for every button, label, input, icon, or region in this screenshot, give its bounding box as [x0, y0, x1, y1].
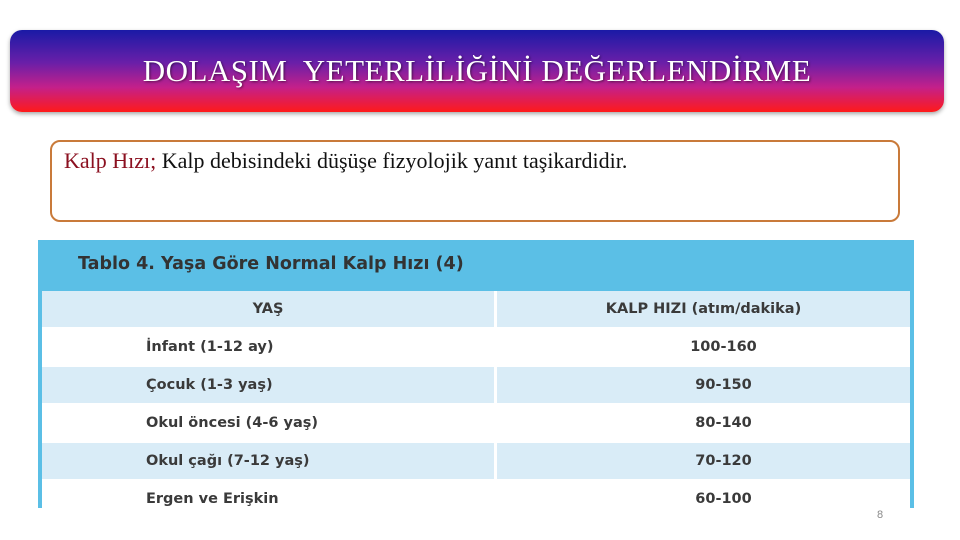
table-caption: Tablo 4. Yaşa Göre Normal Kalp Hızı (4)	[78, 254, 464, 274]
rate-cell: 70-120	[496, 442, 911, 480]
age-cell: Okul çağı (7-12 yaş)	[42, 442, 496, 480]
rate-cell: 100-160	[496, 328, 911, 366]
table-row	[42, 480, 910, 517]
rate-cell: 90-150	[496, 366, 911, 404]
header-heart-rate: KALP HIZI (atım/dakika)	[496, 291, 911, 328]
table-row	[42, 404, 910, 442]
slide-number: 8	[877, 509, 884, 521]
table-row	[42, 442, 910, 480]
heart-rate-table-panel	[38, 240, 914, 508]
header-age: YAŞ	[42, 291, 496, 328]
table-row	[42, 328, 910, 366]
heart-rate-label: Kalp Hızı;	[64, 148, 157, 173]
age-cell: Okul öncesi (4-6 yaş)	[42, 404, 496, 442]
heart-rate-text-box	[50, 140, 900, 222]
heart-rate-description: Kalp debisindeki düşüşe fizyolojik yanıt taşikardidir.	[156, 148, 628, 173]
heart-rate-table	[42, 291, 910, 517]
age-cell: İnfant (1-12 ay)	[42, 328, 496, 366]
age-cell: Ergen ve Erişkin	[42, 480, 496, 517]
age-cell: Çocuk (1-3 yaş)	[42, 366, 496, 404]
rate-cell: 80-140	[496, 404, 911, 442]
table-row	[42, 366, 910, 404]
rate-cell: 60-100	[496, 480, 911, 517]
slide-title: DOLAŞIM YETERLİLİĞİNİ DEĞERLENDİRME	[142, 53, 812, 88]
title-banner	[10, 30, 944, 112]
table-header-row	[42, 291, 910, 328]
